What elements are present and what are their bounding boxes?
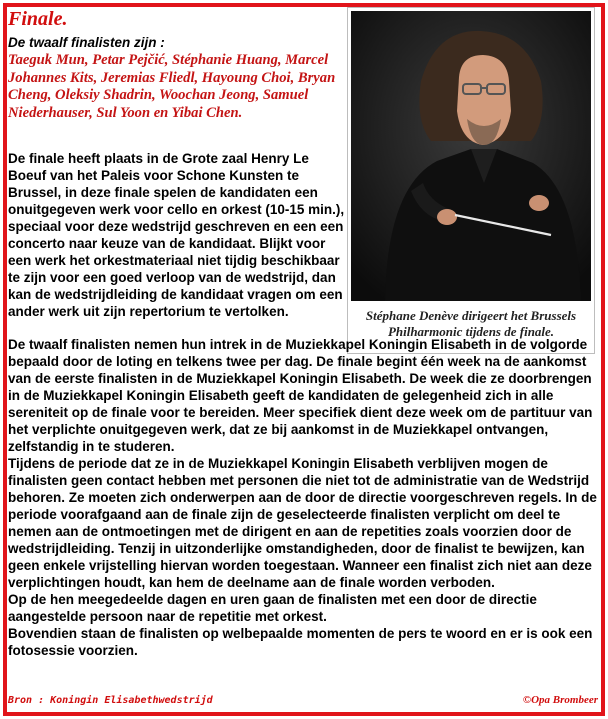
finalists-names: Taeguk Mun, Petar Pejčić, Stéphanie Huang, Marcel Johannes Kits, Jeremias Fliedl, Hayoung Choi, Bryan Cheng, Oleksiy Shadrin, Woochan Jeong, Samuel Niederhauser, Sul Yoon en Yibai Chen. bbox=[8, 52, 336, 122]
conductor-illustration bbox=[351, 11, 591, 301]
photo-caption: Stéphane Denève dirigeert het Brussels Philharmonic tijdens de finale. bbox=[365, 308, 577, 339]
paragraph-rules: Tijdens de periode dat ze in de Muziekkapel Koningin Elisabeth verblijven mogen de finalisten geen contact hebben met personen die niet tot de administratie van de Wedstrijd behoren. Ze moeten zich onderwerpen aan de door de directie voorgeschreven regels. In de periode voorafgaand aan de finale zijn de geselecteerde finalisten verplicht om deel te nemen aan de ontmoetingen met de dirigent en aan de repetities zoals voorzien door de wedstrijdleiding. Tenzij in uitzonderlijke omstandigheden, door de finalist te bewijzen, kan geen enkele vrijstelling hiervan worden toegestaan. Wanneer een finalist zich niet aan deze verplichtingen houdt, kan hem de deelname aan de finale worden verboden. bbox=[8, 456, 597, 590]
paragraph-rehearsal: Op de hen meegedeelde dagen en uren gaan de finalisten met een door de directie aangestelde persoon naar de repetitie met orkest. bbox=[8, 592, 537, 624]
paragraph-press: Bovendien staan de finalisten op welbepaalde momenten de pers te woord en er is ook een fotosessie voorzien. bbox=[8, 626, 593, 658]
main-text bbox=[8, 336, 598, 659]
credit-line: ©Opa Brombeer bbox=[522, 694, 598, 706]
paragraph-venue: De finale heeft plaats in de Grote zaal Henry Le Boeuf van het Paleis voor Schone Kunsten te Brussel, in deze finale spelen de kandidaten een onuitgegeven werk voor cello en orkest (10-15 min.), speciaal voor deze wedstrijd geschreven en een een concerto naar keuze van de kandidaat. Blijkt voor een werk het orkestmateriaal niet tijdig beschikbaar te zijn voor een goed verloop van de wedstrijd, dan kan de wedstrijdleiding de kandidaat vragen om een ander werk uit zijn repertorium te vertolken. bbox=[8, 151, 345, 319]
conductor-photo bbox=[351, 11, 591, 301]
photo-card bbox=[347, 7, 595, 354]
source-line: Bron : Koningin Elisabethwedstrijd bbox=[8, 695, 213, 706]
section-title: Finale. bbox=[8, 8, 68, 30]
finalists-intro: De twaalf finalisten zijn : bbox=[8, 35, 165, 50]
paragraph-arrival: De twaalf finalisten nemen hun intrek in de Muziekkapel Koningin Elisabeth in de volgorde bepaald door de loting en telkens twee per dag. De finale begint één week na de aankomst van de eerste finalisten in de Muziekkapel Koningin Elisabeth. De week die ze doorbrengen in de Muziekkapel Koningin Elisabeth geeft de kandidaten de gelegenheid zich in alle sereniteit op de finale voor te bereiden. Meer specifiek dient deze week om de partituur van het verplichte onuitgegeven werk, dat ze bij aankomst in de Muziekkapel ontvangen, zelfstandig in te studeren. bbox=[8, 337, 593, 454]
